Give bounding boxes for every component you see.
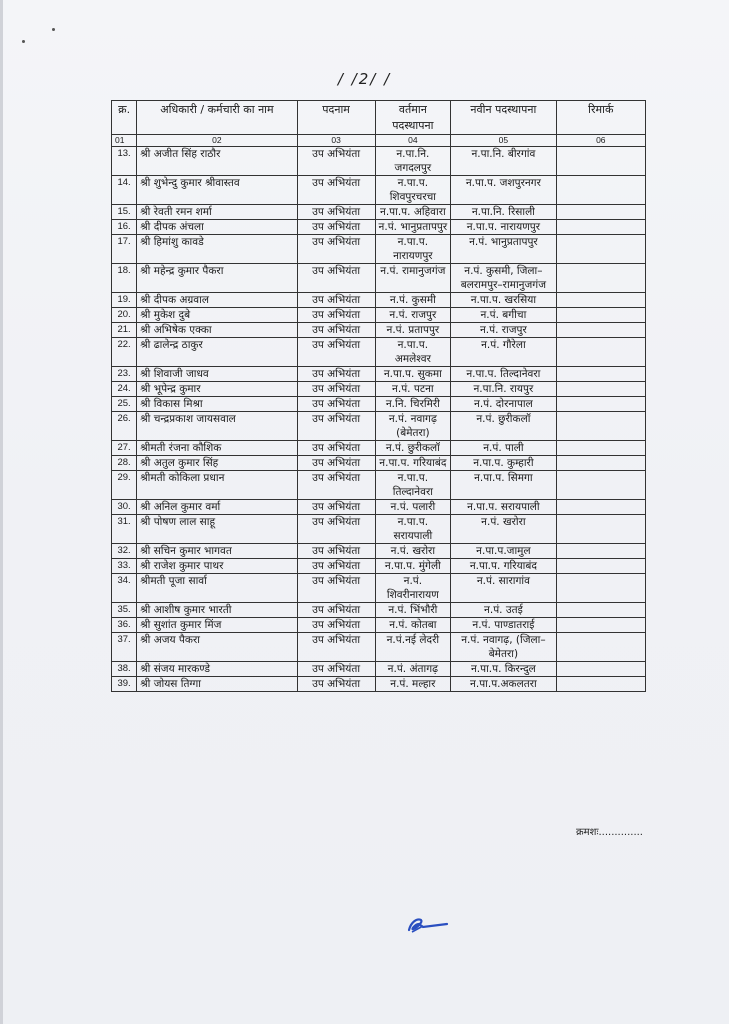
scan-speck (22, 40, 25, 43)
current-posting: न.पं. कोतबा (375, 618, 451, 633)
table-row (112, 147, 646, 176)
current-posting: न.पा.प. नारायणपुर (375, 235, 451, 264)
new-posting: न.पं. राजपुर (451, 323, 556, 338)
column-number: 02 (137, 135, 297, 147)
officer-name: श्रीमती कोकिला प्रधान (137, 471, 297, 500)
serial-number: 17. (112, 235, 137, 264)
column-number: 04 (375, 135, 451, 147)
officer-name: श्री सचिन कुमार भागवत (137, 544, 297, 559)
current-posting: न.पा.प. अहिवारा (375, 205, 451, 220)
current-posting: न.पं. खरोरा (375, 544, 451, 559)
serial-number: 31. (112, 515, 137, 544)
serial-number: 34. (112, 574, 137, 603)
current-posting: न.पा.प. सुकमा (375, 367, 451, 382)
table-row (112, 220, 646, 235)
current-posting: न.पं. कुसमी (375, 293, 451, 308)
table-row (112, 603, 646, 618)
serial-number: 38. (112, 662, 137, 677)
remark (556, 367, 645, 382)
designation: उप अभियंता (297, 662, 375, 677)
new-posting: न.पा.प. जशपुरनगर (451, 176, 556, 205)
header-name: अधिकारी / कर्मचारी का नाम (137, 101, 297, 135)
current-posting: न.पा.प. सरायपाली (375, 515, 451, 544)
officer-name: श्री ढालेन्द्र ठाकुर (137, 338, 297, 367)
new-posting: न.पा.प. तिल्दानेवरा (451, 367, 556, 382)
new-posting: न.पं. दोरनापाल (451, 397, 556, 412)
serial-number: 19. (112, 293, 137, 308)
officer-name: श्री रेवती रमन शर्मा (137, 205, 297, 220)
designation: उप अभियंता (297, 397, 375, 412)
new-posting: न.पं. बगीचा (451, 308, 556, 323)
officer-name: श्री राजेश कुमार पाथर (137, 559, 297, 574)
new-posting: न.पा.प. खरसिया (451, 293, 556, 308)
current-posting: न.पं. नवागढ़ (बेमेतरा) (375, 412, 451, 441)
current-posting: न.पा.प. मुंगेली (375, 559, 451, 574)
remark (556, 338, 645, 367)
designation: उप अभियंता (297, 220, 375, 235)
table-row (112, 515, 646, 544)
serial-number: 37. (112, 633, 137, 662)
officer-name: श्री भूपेन्द्र कुमार (137, 382, 297, 397)
new-posting: न.पं. कुसमी, जिला–बलरामपुर–रामानुजगंज (451, 264, 556, 293)
current-posting: न.पं. शिवरीनारायण (375, 574, 451, 603)
table-row (112, 662, 646, 677)
officer-name: श्री संजय मारकण्डे (137, 662, 297, 677)
table-row (112, 323, 646, 338)
remark (556, 515, 645, 544)
officer-name: श्री अभिषेक एक्का (137, 323, 297, 338)
table-row (112, 412, 646, 441)
table-row (112, 382, 646, 397)
new-posting: न.पा.प. सरायपाली (451, 500, 556, 515)
designation: उप अभियंता (297, 176, 375, 205)
remark (556, 603, 645, 618)
serial-number: 33. (112, 559, 137, 574)
new-posting: न.पं. भानुप्रतापपुर (451, 235, 556, 264)
designation: उप अभियंता (297, 633, 375, 662)
remark (556, 544, 645, 559)
officer-name: श्री महेन्द्र कुमार पैकरा (137, 264, 297, 293)
new-posting: न.पं. छुरीकलॉ (451, 412, 556, 441)
new-posting: न.पा.प. सिमगा (451, 471, 556, 500)
designation: उप अभियंता (297, 559, 375, 574)
signature-icon (403, 912, 449, 936)
serial-number: 26. (112, 412, 137, 441)
serial-number: 24. (112, 382, 137, 397)
new-posting: न.पा.प. किरन्दुल (451, 662, 556, 677)
designation: उप अभियंता (297, 264, 375, 293)
remark (556, 500, 645, 515)
header-designation: पदनाम (297, 101, 375, 135)
current-posting: न.पं. प्रतापपुर (375, 323, 451, 338)
remark (556, 559, 645, 574)
current-posting: न.पं. भिंभौरी (375, 603, 451, 618)
new-posting: न.पं. नवागढ़, (जिला–बेमेतरा) (451, 633, 556, 662)
current-posting: न.पं.नई लेदरी (375, 633, 451, 662)
designation: उप अभियंता (297, 293, 375, 308)
new-posting: न.पं. पाण्डातराई (451, 618, 556, 633)
designation: उप अभियंता (297, 456, 375, 471)
serial-number: 14. (112, 176, 137, 205)
remark (556, 323, 645, 338)
continued-label: क्रमशः.............. (576, 827, 643, 838)
new-posting: न.पा.नि. बीरगांव (451, 147, 556, 176)
remark (556, 456, 645, 471)
designation: उप अभियंता (297, 618, 375, 633)
column-number: 03 (297, 135, 375, 147)
officer-name: श्री दीपक अग्रवाल (137, 293, 297, 308)
officer-name: श्रीमती पूजा सार्वा (137, 574, 297, 603)
new-posting: न.पा.नि. रिसाली (451, 205, 556, 220)
new-posting: न.पं. खरोरा (451, 515, 556, 544)
table-row (112, 176, 646, 205)
designation: उप अभियंता (297, 147, 375, 176)
current-posting: न.पा.प. तिल्दानेवरा (375, 471, 451, 500)
header-new-posting: नवीन पदस्थापना (451, 101, 556, 135)
officer-name: श्री चन्द्रप्रकाश जायसवाल (137, 412, 297, 441)
new-posting: न.पा.प. नारायणपुर (451, 220, 556, 235)
officer-name: श्री हिमांशु कावडे (137, 235, 297, 264)
designation: उप अभियंता (297, 471, 375, 500)
serial-number: 21. (112, 323, 137, 338)
column-number-row (112, 135, 646, 147)
designation: उप अभियंता (297, 235, 375, 264)
new-posting: न.पा.प. गरियाबंद (451, 559, 556, 574)
table-row (112, 397, 646, 412)
serial-number: 20. (112, 308, 137, 323)
remark (556, 412, 645, 441)
designation: उप अभियंता (297, 574, 375, 603)
serial-number: 29. (112, 471, 137, 500)
table-row (112, 264, 646, 293)
officer-name: श्री शिवाजी जाधव (137, 367, 297, 382)
remark (556, 397, 645, 412)
designation: उप अभियंता (297, 382, 375, 397)
designation: उप अभियंता (297, 544, 375, 559)
serial-number: 27. (112, 441, 137, 456)
remark (556, 633, 645, 662)
serial-number: 23. (112, 367, 137, 382)
serial-number: 13. (112, 147, 137, 176)
serial-number: 30. (112, 500, 137, 515)
new-posting: न.पं. पाली (451, 441, 556, 456)
officer-name: श्रीमती रंजना कौशिक (137, 441, 297, 456)
current-posting: न.पं. रामानुजगंज (375, 264, 451, 293)
remark (556, 293, 645, 308)
table-row (112, 574, 646, 603)
column-number: 01 (112, 135, 137, 147)
designation: उप अभियंता (297, 323, 375, 338)
remark (556, 574, 645, 603)
officer-name: श्री मुकेश दुबे (137, 308, 297, 323)
designation: उप अभियंता (297, 308, 375, 323)
designation: उप अभियंता (297, 367, 375, 382)
table-row (112, 456, 646, 471)
serial-number: 16. (112, 220, 137, 235)
designation: उप अभियंता (297, 412, 375, 441)
remark (556, 441, 645, 456)
officer-name: श्री आशीष कुमार भारती (137, 603, 297, 618)
table-body (112, 147, 646, 692)
designation: उप अभियंता (297, 338, 375, 367)
current-posting: न.पा.प. गरियाबंद (375, 456, 451, 471)
current-posting: न.पं. भानुप्रतापपुर (375, 220, 451, 235)
serial-number: 25. (112, 397, 137, 412)
remark (556, 618, 645, 633)
table-row (112, 235, 646, 264)
designation: उप अभियंता (297, 515, 375, 544)
remark (556, 382, 645, 397)
officer-name: श्री दीपक अंचला (137, 220, 297, 235)
new-posting: न.पं. सारागांव (451, 574, 556, 603)
designation: उप अभियंता (297, 500, 375, 515)
transfer-list-table (111, 100, 646, 692)
current-posting: न.पं. अंतागढ़ (375, 662, 451, 677)
table-row (112, 618, 646, 633)
header-remark: रिमार्क (556, 101, 645, 135)
current-posting: न.पं. पटना (375, 382, 451, 397)
designation: उप अभियंता (297, 603, 375, 618)
remark (556, 220, 645, 235)
designation: उप अभियंता (297, 677, 375, 692)
officer-name: श्री जोयस तिग्गा (137, 677, 297, 692)
remark (556, 677, 645, 692)
table-row (112, 544, 646, 559)
remark (556, 662, 645, 677)
column-number: 06 (556, 135, 645, 147)
officer-name: श्री अनिल कुमार वर्मा (137, 500, 297, 515)
officer-name: श्री विकास मिश्रा (137, 397, 297, 412)
table-row (112, 293, 646, 308)
new-posting: न.पं. उतई (451, 603, 556, 618)
table-row (112, 338, 646, 367)
page-number: / /2/ / (337, 70, 392, 88)
serial-number: 36. (112, 618, 137, 633)
table-row (112, 500, 646, 515)
scan-speck (52, 28, 55, 31)
current-posting: न.पा.प. अमलेश्वर (375, 338, 451, 367)
serial-number: 28. (112, 456, 137, 471)
current-posting: न.पं. पलारी (375, 500, 451, 515)
new-posting: न.पा.नि. रायपुर (451, 382, 556, 397)
remark (556, 264, 645, 293)
new-posting: न.पा.प.अकलतरा (451, 677, 556, 692)
serial-number: 35. (112, 603, 137, 618)
remark (556, 205, 645, 220)
officer-name: श्री अतुल कुमार सिंह (137, 456, 297, 471)
officer-name: श्री अजय पैकरा (137, 633, 297, 662)
current-posting: न.नि. चिरमिरी (375, 397, 451, 412)
page-edge (0, 0, 3, 1024)
current-posting: न.पं. छुरीकलॉ (375, 441, 451, 456)
remark (556, 176, 645, 205)
new-posting: न.पा.प.जामुल (451, 544, 556, 559)
table-row (112, 559, 646, 574)
remark (556, 308, 645, 323)
table-row (112, 308, 646, 323)
officer-name: श्री शुभेन्दु कुमार श्रीवास्तव (137, 176, 297, 205)
serial-number: 22. (112, 338, 137, 367)
remark (556, 471, 645, 500)
serial-number: 15. (112, 205, 137, 220)
officer-name: श्री सुशांत कुमार मिंज (137, 618, 297, 633)
officer-name: श्री पोषण लाल साहू (137, 515, 297, 544)
new-posting: न.पं. गौरेला (451, 338, 556, 367)
new-posting: न.पा.प. कुम्हारी (451, 456, 556, 471)
serial-number: 32. (112, 544, 137, 559)
header-serial: क्र. (112, 101, 137, 135)
current-posting: न.पं. राजपुर (375, 308, 451, 323)
table-row (112, 367, 646, 382)
current-posting: न.पा.प. शिवपुरचरचा (375, 176, 451, 205)
officer-name: श्री अजीत सिंह राठौर (137, 147, 297, 176)
table-row (112, 677, 646, 692)
column-number: 05 (451, 135, 556, 147)
remark (556, 147, 645, 176)
header-current-posting: वर्तमान पदस्थापना (375, 101, 451, 135)
designation: उप अभियंता (297, 205, 375, 220)
table-row (112, 205, 646, 220)
serial-number: 39. (112, 677, 137, 692)
current-posting: न.पा.नि. जगदलपुर (375, 147, 451, 176)
remark (556, 235, 645, 264)
serial-number: 18. (112, 264, 137, 293)
current-posting: न.पं. मल्हार (375, 677, 451, 692)
table-row (112, 471, 646, 500)
table-header-row (112, 101, 646, 135)
table-row (112, 633, 646, 662)
designation: उप अभियंता (297, 441, 375, 456)
table-row (112, 441, 646, 456)
